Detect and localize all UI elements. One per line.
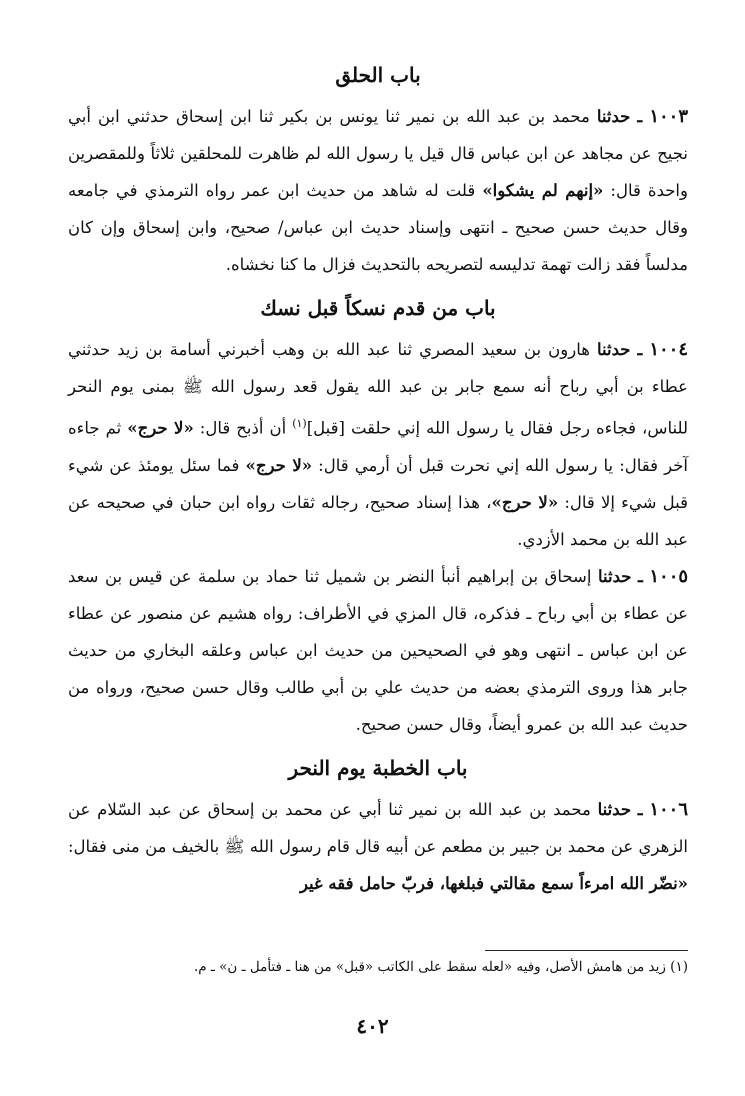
prophetic-quote: «إنهم لم يشكوا» xyxy=(482,181,604,200)
hadith-1005 xyxy=(68,558,688,743)
page-number: ٤٠٢ xyxy=(356,1014,389,1038)
hadith-text: إسحاق بن إبراهيم أنبأ النضر بن شميل ثنا حماد بن سلمة عن قيس بن سعد عن عطاء بن أبي رباح ـ فذكره، قال المزي في الأطراف: رواه هشيم عن منصور عن عطاء عن ابن عباس ـ انتهى وهو في الصحيحين من حديث ابن عباس وعلقه البخاري من حديث جابر هذا وروى الترمذي بعضه من حديث علي بن أبي طالب وقال حسن صحيح، ورواه من حديث عبد الله بن عمرو أيضاً، وقال حسن صحيح. xyxy=(68,566,688,734)
hadith-text: ، هذا إسناد صحيح، رجاله ثقات رواه ابن حبان في صحيحه عن عبد الله بن محمد الأزدي. xyxy=(68,492,688,549)
haddathana-keyword: حدثنا xyxy=(596,107,631,126)
hadith-text: فما سئل يومئذ عن شيء قبل شيء إلا قال: xyxy=(68,455,689,512)
hadith-text: أن أذبح قال: xyxy=(193,418,293,438)
hadith-1003 xyxy=(68,98,688,283)
dash: ـ xyxy=(637,799,643,819)
page-body xyxy=(68,50,688,902)
haddathana-keyword: حدثنا xyxy=(597,799,632,819)
haddathana-keyword: حدثنا xyxy=(596,340,631,359)
dash: ـ xyxy=(637,566,643,586)
section-heading-shaving: باب الحلق xyxy=(335,63,421,87)
haddathana-keyword: حدثنا xyxy=(597,566,632,586)
footnote-divider xyxy=(485,950,688,951)
hadith-number: ١٠٠٦ xyxy=(649,798,689,820)
hadith-number: ١٠٠٤ xyxy=(649,339,688,360)
hadith-text: هارون بن سعيد المصري ثنا عبد الله بن وهب أخبرني أسامة بن زيد حدثني عطاء بن أبي رباح أنه سمع جابر بن عبد الله يقول قعد رسول الله ﷺ بمنى يوم النحر للناس، فجاءه رجل فقال يا رسول الله إني حلقت [قبل] xyxy=(68,340,688,438)
dash: ـ xyxy=(637,107,643,126)
prophetic-quote: «نضّر الله امرءاً سمع مقالتي فبلغها، فربّ حامل فقه غير xyxy=(299,873,688,893)
hadith-number: ١٠٠٣ xyxy=(649,106,688,127)
prophetic-quote: «لا حرج» xyxy=(491,492,559,512)
hadith-text: محمد بن عبد الله بن نمير ثنا أبي عن محمد بن إسحاق عن عبد السّلام عن الزهري عن محمد بن جبير بن مطعم عن أبيه قال قام رسول الله ﷺ بالخيف من منى فقال: xyxy=(68,799,688,856)
hadith-text: قلت له شاهد من حديث ابن عمر رواه الترمذي في جامعه وقال حديث حسن صحيح ـ انتهى وإسناد حديث ابن عباس/ صحيح، وابن إسحاق وإن كان مدلساً فقد زالت تهمة تدليسه لتصريحه بالتحديث فزال ما كنا نخشاه. xyxy=(68,181,688,274)
hadith-text: محمد بن عبد الله بن نمير ثنا يونس بن بكير ثنا ابن إسحاق حدثني ابن أبي نجيح عن مجاهد عن ابن عباس قال قيل يا رسول الله لم ظاهرت للمحلقين ثلاثاً وللمقصرين واحدة قال: xyxy=(68,107,688,200)
hadith-text: ثم جاءه آخر فقال: يا رسول الله إني نحرت قبل أن أرمي قال: xyxy=(68,418,688,475)
footnote: (١) زيد من هامش الأصل، وفيه «لعله سقط على الكاتب «قبل» من هنا ـ فتأمل ـ ن» ـ م. xyxy=(193,959,688,975)
hadith-1004 xyxy=(68,331,688,558)
section-heading-rite-order: باب من قدم نسكاً قبل نسك xyxy=(260,296,496,320)
dash: ـ xyxy=(637,340,643,359)
footnote-marker: (١) xyxy=(292,417,307,430)
prophetic-quote: «لا حرج» xyxy=(127,418,194,438)
hadith-1006 xyxy=(68,791,688,902)
prophetic-quote: «لا حرج» xyxy=(245,455,313,475)
section-heading-sermon: باب الخطبة يوم النحر xyxy=(288,755,468,780)
hadith-number: ١٠٠٥ xyxy=(649,565,689,587)
